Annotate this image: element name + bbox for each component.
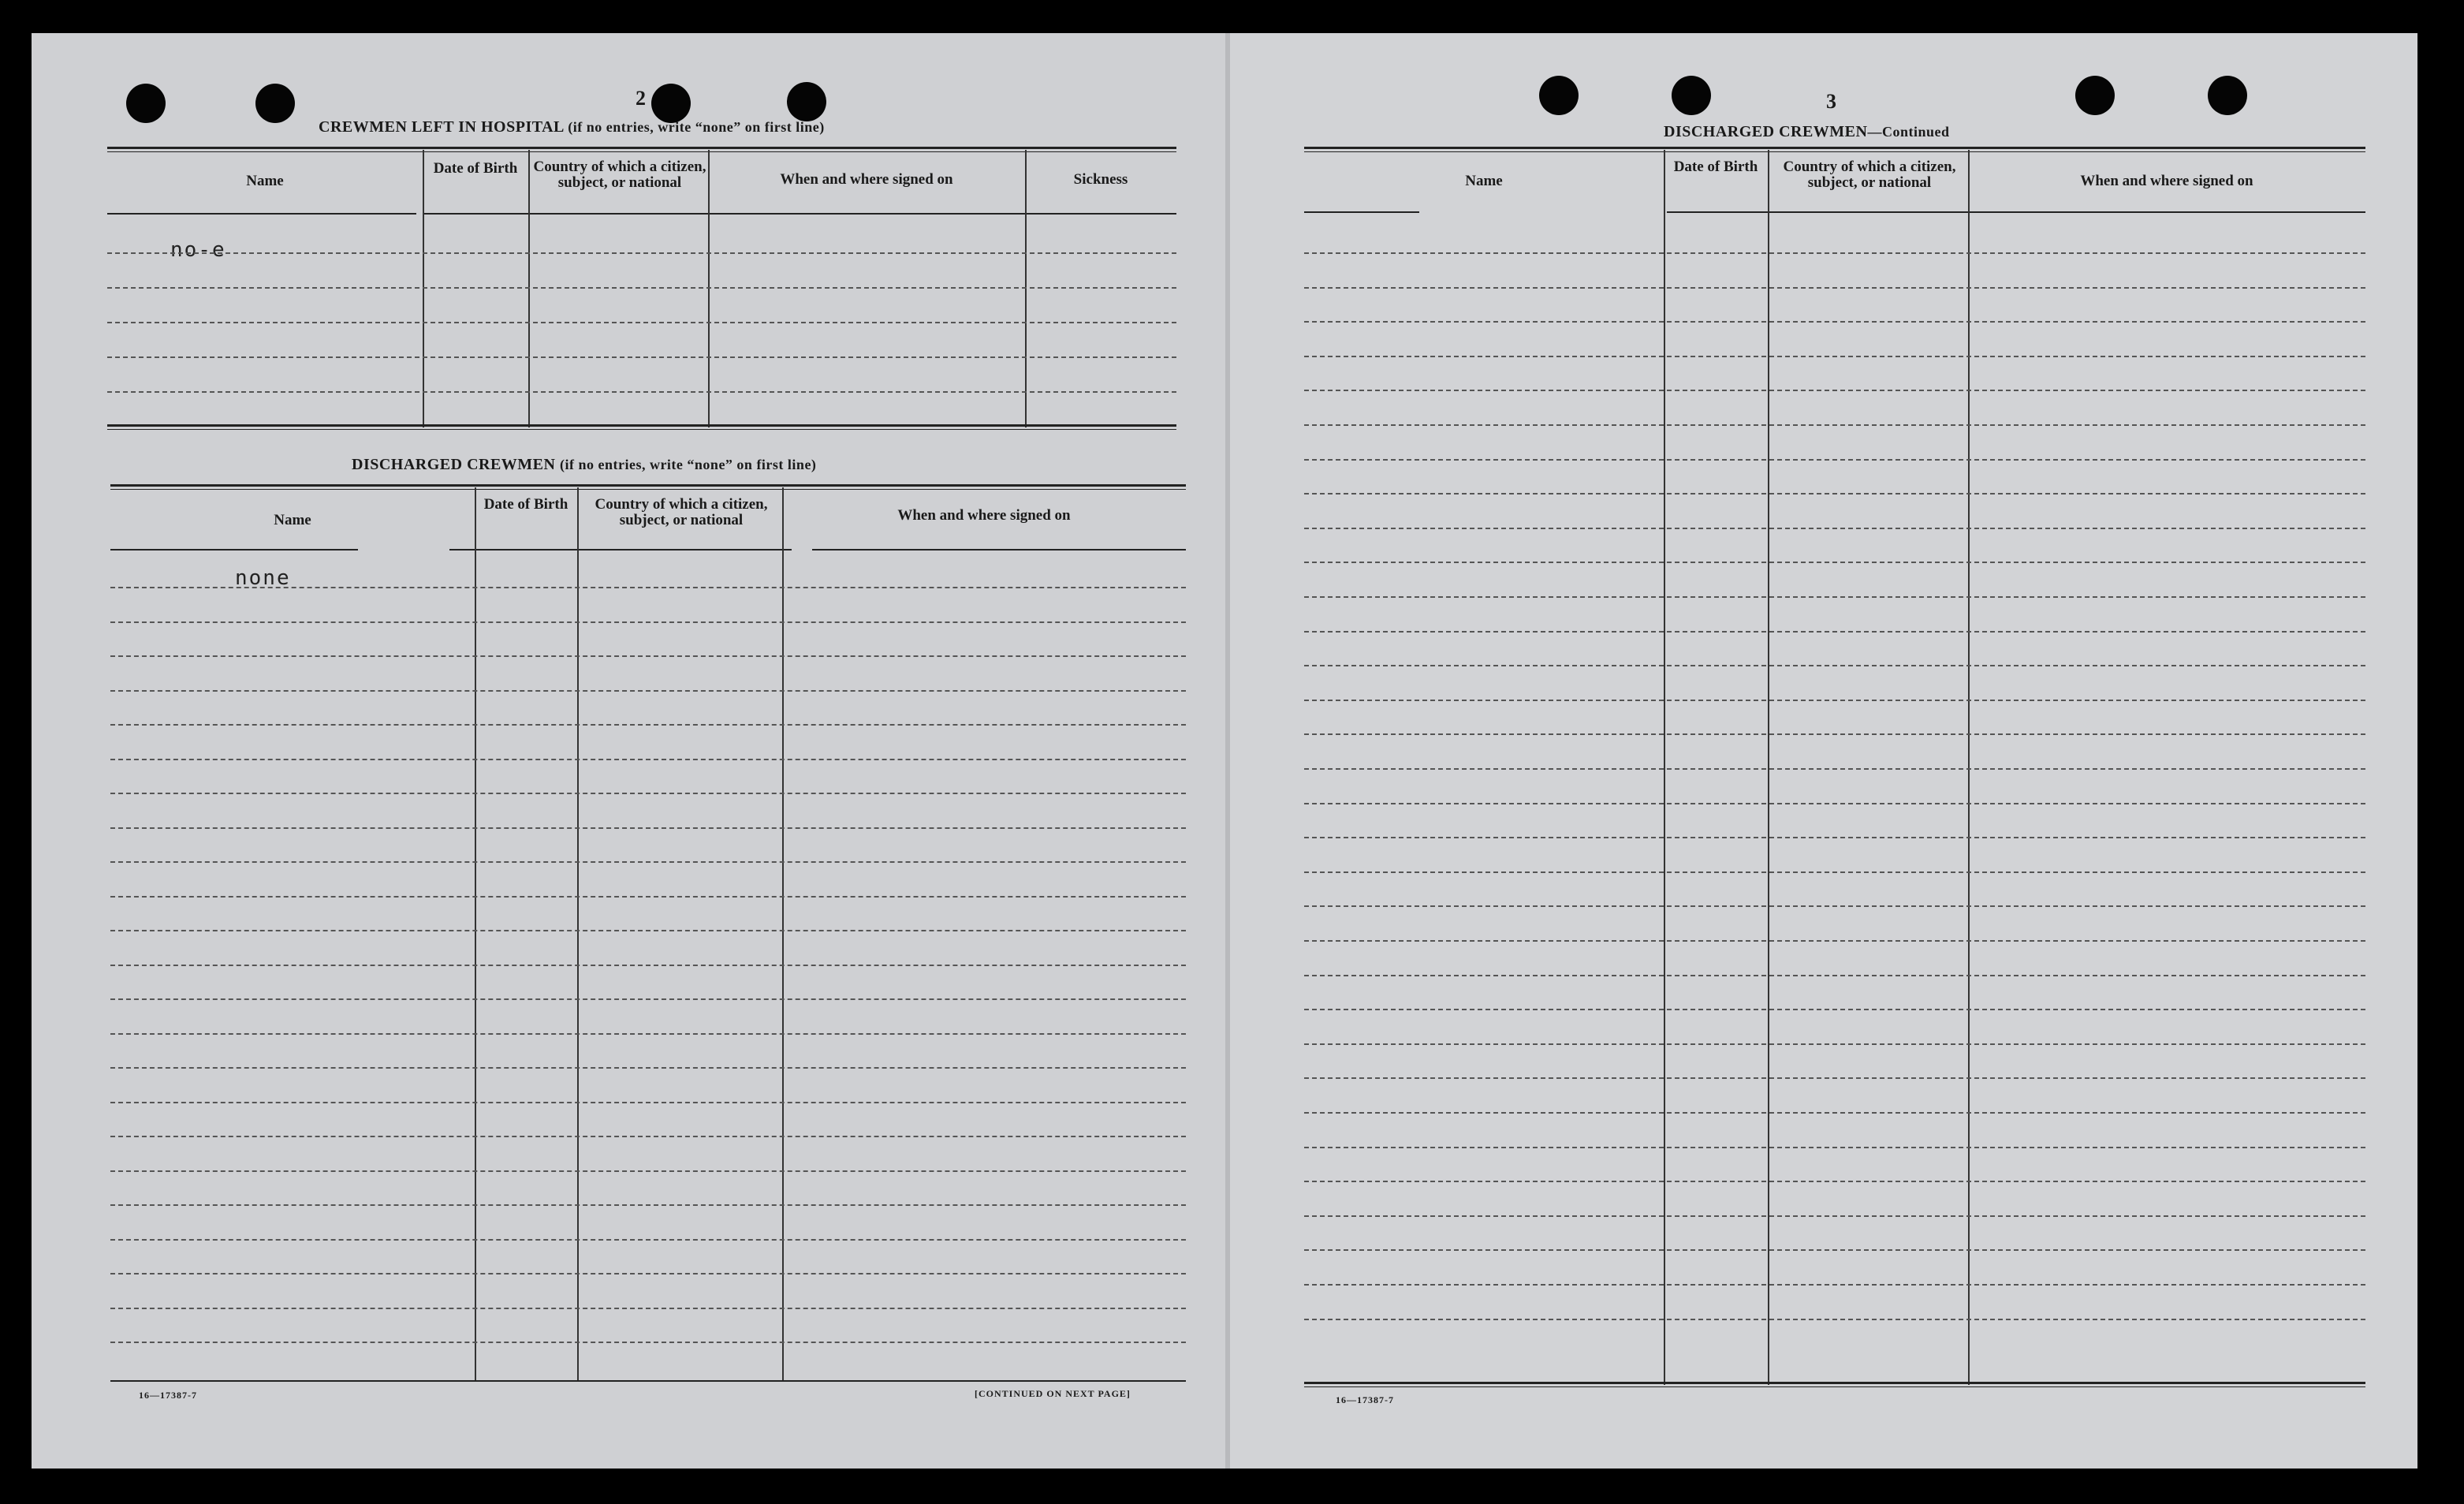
col-header-country: Country of which a citizen, subject, or national (533, 159, 706, 191)
ruled-line (1304, 665, 2365, 666)
ruled-line (110, 1273, 1186, 1274)
punch-hole (787, 82, 826, 121)
ruled-line (110, 827, 1186, 829)
ruled-line (110, 1342, 1186, 1343)
ruled-line (1304, 1112, 2365, 1114)
continued-note: [CONTINUED ON NEXT PAGE] (975, 1388, 1131, 1399)
discharged-continued-title (1664, 123, 1950, 141)
punch-hole (1672, 76, 1711, 115)
discharged-table (110, 484, 1186, 1383)
discharged-title-text: DISCHARGED CREWMEN (352, 456, 556, 473)
punch-hole (651, 84, 691, 123)
ruled-line (1304, 905, 2365, 907)
ruled-line (110, 1308, 1186, 1309)
punch-hole (2075, 76, 2115, 115)
hospital-table (107, 147, 1176, 431)
ruled-line (110, 930, 1186, 931)
ruled-line (1304, 803, 2365, 804)
ruled-line (1304, 1043, 2365, 1045)
hospital-title-note: (if no entries, write “none” on first line) (568, 119, 825, 135)
continued-suffix: —Continued (1867, 124, 1950, 140)
ruled-line (1304, 1284, 2365, 1286)
col-header-dob: Date of Birth (433, 160, 518, 177)
col-header-country: Country of which a citizen, subject, or national (1783, 159, 1956, 191)
ruled-line (110, 1067, 1186, 1069)
ruled-line (1304, 940, 2365, 942)
ruled-line (1304, 493, 2365, 494)
ruled-line (110, 1170, 1186, 1172)
ruled-line (1304, 1215, 2365, 1217)
hospital-entry: no-e (170, 238, 226, 262)
ruled-line (110, 1033, 1186, 1035)
col-header-name: Name (1465, 173, 1503, 189)
discharged-continued-title-text: DISCHARGED CREWMEN (1664, 123, 1868, 140)
ruled-line (1304, 975, 2365, 976)
page-number: 3 (1826, 90, 1836, 113)
ruled-line (1304, 871, 2365, 873)
ruled-line (110, 1239, 1186, 1241)
ruled-line (1304, 1181, 2365, 1182)
ruled-line (1304, 424, 2365, 426)
ruled-line (1304, 700, 2365, 701)
ruled-line (1304, 287, 2365, 289)
col-header-signed: When and where signed on (780, 171, 953, 188)
punch-hole (1539, 76, 1579, 115)
col-header-dob: Date of Birth (1673, 159, 1758, 175)
discharged-entry: none (235, 566, 291, 590)
ruled-line (110, 724, 1186, 726)
ruled-line (1304, 768, 2365, 770)
ruled-line (110, 1204, 1186, 1206)
discharged-title-note: (if no entries, write “none” on first line) (559, 457, 817, 472)
ruled-line (1304, 1249, 2365, 1251)
discharged-continued-table (1304, 147, 2365, 1388)
ruled-line (1304, 390, 2365, 391)
ruled-line (110, 861, 1186, 863)
ruled-line (1304, 252, 2365, 254)
ruled-line (110, 1102, 1186, 1103)
ruled-line (1304, 733, 2365, 735)
ruled-line (1304, 1147, 2365, 1148)
punch-hole (255, 84, 295, 123)
hospital-title-text: CREWMEN LEFT IN HOSPITAL (319, 118, 564, 136)
col-header-signed: When and where signed on (2080, 173, 2253, 189)
ruled-line (110, 793, 1186, 794)
punch-hole (2208, 76, 2247, 115)
ruled-line (110, 1136, 1186, 1137)
form-number: 16—17387-7 (139, 1390, 197, 1401)
ruled-line (1304, 1009, 2365, 1010)
discharged-table-title (352, 456, 816, 474)
punch-hole (126, 84, 166, 123)
col-header-sickness: Sickness (1073, 171, 1128, 188)
ruled-line (110, 621, 1186, 623)
ruled-line (1304, 837, 2365, 838)
ruled-line (110, 998, 1186, 1000)
col-header-dob: Date of Birth (483, 496, 568, 513)
ruled-line (110, 965, 1186, 966)
hospital-table-title (319, 118, 825, 136)
ruled-line (110, 759, 1186, 760)
ruled-line (1304, 596, 2365, 598)
col-header-name: Name (274, 512, 311, 528)
col-header-name: Name (246, 173, 284, 189)
ruled-line (1304, 1077, 2365, 1079)
page-number: 2 (636, 87, 646, 110)
col-header-signed: When and where signed on (897, 507, 1071, 524)
ruled-line (110, 690, 1186, 692)
ruled-line (1304, 356, 2365, 357)
form-number: 16—17387-7 (1336, 1394, 1394, 1405)
ruled-line (1304, 1319, 2365, 1320)
ruled-line (110, 655, 1186, 657)
ruled-line (110, 587, 1186, 588)
ruled-line (1304, 528, 2365, 529)
ruled-line (1304, 562, 2365, 563)
ruled-line (110, 896, 1186, 898)
col-header-country: Country of which a citizen, subject, or national (595, 496, 768, 528)
ruled-line (1304, 321, 2365, 323)
ruled-line (1304, 459, 2365, 461)
ruled-line (1304, 631, 2365, 633)
